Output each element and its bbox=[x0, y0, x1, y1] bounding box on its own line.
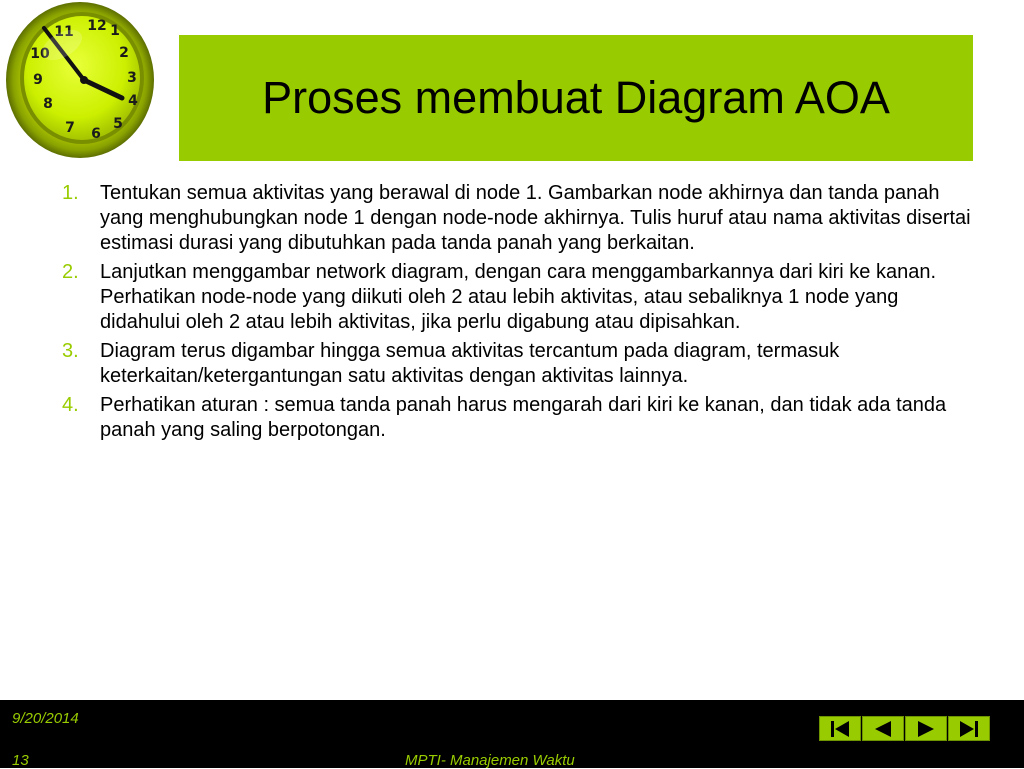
clock-numeral: 7 bbox=[65, 120, 75, 136]
list-item bbox=[62, 339, 972, 389]
clock-numeral: 10 bbox=[30, 46, 50, 62]
list-number: 4. bbox=[62, 394, 79, 416]
clock-numeral: 8 bbox=[43, 96, 53, 112]
clock-numeral: 12 bbox=[87, 18, 107, 34]
clock-numeral: 5 bbox=[113, 116, 123, 132]
last-slide-icon bbox=[958, 720, 980, 738]
list-item bbox=[62, 393, 972, 443]
next-slide-icon bbox=[915, 720, 937, 738]
previous-slide-button[interactable] bbox=[862, 716, 904, 741]
last-slide-button[interactable] bbox=[948, 716, 990, 741]
list-number: 1. bbox=[62, 182, 79, 204]
clock-numeral: 4 bbox=[128, 93, 138, 109]
clock-numeral: 6 bbox=[91, 126, 101, 142]
slide-title: Proses membuat Diagram AOA bbox=[262, 72, 890, 123]
title-bar bbox=[179, 35, 973, 161]
clock-numeral: 9 bbox=[33, 72, 43, 88]
content-body bbox=[62, 181, 972, 447]
clock-numeral: 1 bbox=[110, 23, 120, 39]
clock-numeral: 11 bbox=[54, 24, 74, 40]
list-item bbox=[62, 181, 972, 256]
first-slide-button[interactable] bbox=[819, 716, 861, 741]
list-number: 3. bbox=[62, 340, 79, 362]
clock-numeral: 3 bbox=[127, 70, 137, 86]
previous-slide-icon bbox=[872, 720, 894, 738]
first-slide-icon bbox=[829, 720, 851, 738]
next-slide-button[interactable] bbox=[905, 716, 947, 741]
list-text: Diagram terus digambar hingga semua aktivitas tercantum pada diagram, termasuk keterkaitan/ketergantungan satu aktivitas dengan aktivitas lainnya. bbox=[100, 340, 840, 387]
clock-icon bbox=[2, 0, 160, 162]
clock-center bbox=[80, 76, 88, 84]
page-number: 13 bbox=[12, 752, 29, 769]
list-item bbox=[62, 260, 972, 335]
clock-numeral: 2 bbox=[119, 45, 129, 61]
list-number: 2. bbox=[62, 261, 79, 283]
footer-course: MPTI- Manajemen Waktu bbox=[405, 752, 575, 769]
numbered-list bbox=[62, 181, 972, 443]
list-text: Perhatikan aturan : semua tanda panah harus mengarah dari kiri ke kanan, dan tidak ada tanda panah yang saling berpotongan. bbox=[100, 394, 947, 441]
list-text: Lanjutkan menggambar network diagram, dengan cara menggambarkannya dari kiri ke kanan. Perhatikan node-node yang diikuti oleh 2 atau lebih aktivitas, atau sebaliknya 1 node yang didahului oleh 2 atau lebih aktivitas, jika perlu digabung atau dipisahkan. bbox=[100, 261, 937, 333]
list-text: Tentukan semua aktivitas yang berawal di node 1. Gambarkan node akhirnya dan tanda panah yang menghubungkan node 1 dengan node-node akhirnya. Tulis huruf atau nama aktivitas disertai estimasi durasi yang dibutuhkan pada tanda panah yang berkaitan. bbox=[100, 182, 971, 254]
slide-navigation bbox=[819, 716, 990, 741]
footer-date: 9/20/2014 bbox=[12, 710, 79, 727]
